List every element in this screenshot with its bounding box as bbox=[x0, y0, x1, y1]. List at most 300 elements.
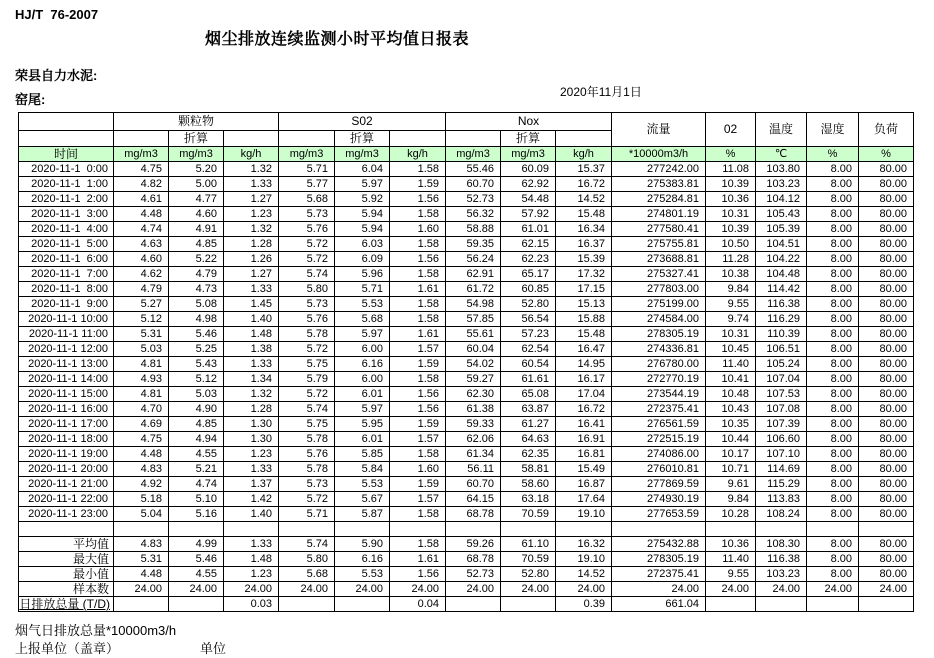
value-cell: 80.00 bbox=[859, 477, 914, 492]
value-cell: 274801.19 bbox=[612, 207, 706, 222]
value-cell: 5.27 bbox=[114, 297, 169, 312]
summary-value-cell bbox=[279, 597, 335, 612]
value-cell: 5.73 bbox=[279, 477, 335, 492]
unit-cell: % bbox=[706, 147, 756, 162]
value-cell: 5.53 bbox=[335, 297, 390, 312]
value-cell: 277242.00 bbox=[612, 162, 706, 177]
value-cell: 5.73 bbox=[279, 297, 335, 312]
summary-value-cell bbox=[706, 597, 756, 612]
empty-cell bbox=[556, 131, 612, 147]
value-cell: 9.84 bbox=[706, 492, 756, 507]
value-cell: 276780.00 bbox=[612, 357, 706, 372]
value-cell: 62.35 bbox=[501, 447, 556, 462]
summary-value-cell: 24.00 bbox=[859, 582, 914, 597]
table-row bbox=[19, 477, 914, 492]
value-cell: 1.32 bbox=[224, 162, 279, 177]
summary-value-cell: 278305.19 bbox=[612, 552, 706, 567]
value-cell: 6.03 bbox=[335, 237, 390, 252]
summary-value-cell bbox=[756, 597, 807, 612]
value-cell: 1.61 bbox=[390, 327, 446, 342]
time-cell: 2020-11-1 6:00 bbox=[19, 252, 114, 267]
value-cell: 16.37 bbox=[556, 237, 612, 252]
value-cell: 60.09 bbox=[501, 162, 556, 177]
time-cell: 2020-11-1 12:00 bbox=[19, 342, 114, 357]
group-header-row bbox=[19, 113, 914, 131]
value-cell: 62.23 bbox=[501, 252, 556, 267]
value-cell: 274086.00 bbox=[612, 447, 706, 462]
value-cell: 107.04 bbox=[756, 372, 807, 387]
value-cell: 278305.19 bbox=[612, 327, 706, 342]
value-cell: 10.43 bbox=[706, 402, 756, 417]
summary-value-cell: 0.03 bbox=[224, 597, 279, 612]
value-cell: 57.23 bbox=[501, 327, 556, 342]
value-cell: 8.00 bbox=[807, 402, 859, 417]
value-cell: 8.00 bbox=[807, 507, 859, 522]
value-cell: 5.68 bbox=[335, 312, 390, 327]
value-cell: 5.43 bbox=[169, 357, 224, 372]
table-row bbox=[19, 267, 914, 282]
empty-cell bbox=[612, 522, 706, 537]
value-cell: 275755.81 bbox=[612, 237, 706, 252]
unit-cell: ℃ bbox=[756, 147, 807, 162]
value-cell: 5.20 bbox=[169, 162, 224, 177]
value-cell: 8.00 bbox=[807, 297, 859, 312]
value-cell: 1.57 bbox=[390, 432, 446, 447]
value-cell: 63.18 bbox=[501, 492, 556, 507]
value-cell: 80.00 bbox=[859, 267, 914, 282]
value-cell: 1.61 bbox=[390, 282, 446, 297]
value-cell: 61.61 bbox=[501, 372, 556, 387]
value-cell: 4.83 bbox=[114, 462, 169, 477]
value-cell: 16.72 bbox=[556, 402, 612, 417]
summary-value-cell: 24.00 bbox=[335, 582, 390, 597]
value-cell: 5.79 bbox=[279, 372, 335, 387]
value-cell: 1.33 bbox=[224, 462, 279, 477]
summary-value-cell: 6.16 bbox=[335, 552, 390, 567]
summary-value-cell: 19.10 bbox=[556, 552, 612, 567]
time-cell: 2020-11-1 23:00 bbox=[19, 507, 114, 522]
value-cell: 57.85 bbox=[446, 312, 501, 327]
value-cell: 1.59 bbox=[390, 177, 446, 192]
table-row bbox=[19, 297, 914, 312]
value-cell: 1.58 bbox=[390, 297, 446, 312]
value-cell: 8.00 bbox=[807, 447, 859, 462]
table-row bbox=[19, 447, 914, 462]
converted-label: 折算 bbox=[169, 131, 224, 147]
summary-value-cell: 4.83 bbox=[114, 537, 169, 552]
time-cell: 2020-11-1 1:00 bbox=[19, 177, 114, 192]
summary-value-cell: 275432.88 bbox=[612, 537, 706, 552]
time-cell: 2020-11-1 15:00 bbox=[19, 387, 114, 402]
value-cell: 277653.59 bbox=[612, 507, 706, 522]
value-cell: 6.16 bbox=[335, 357, 390, 372]
value-cell: 4.60 bbox=[114, 252, 169, 267]
summary-value-cell: 52.73 bbox=[446, 567, 501, 582]
value-cell: 104.22 bbox=[756, 252, 807, 267]
group-particulate: 颗粒物 bbox=[114, 113, 279, 131]
value-cell: 80.00 bbox=[859, 417, 914, 432]
empty-cell bbox=[279, 131, 335, 147]
value-cell: 8.00 bbox=[807, 267, 859, 282]
value-cell: 4.77 bbox=[169, 192, 224, 207]
value-cell: 1.23 bbox=[224, 207, 279, 222]
value-cell: 5.77 bbox=[279, 177, 335, 192]
value-cell: 5.78 bbox=[279, 462, 335, 477]
empty-cell bbox=[224, 131, 279, 147]
summary-value-cell: 116.38 bbox=[756, 552, 807, 567]
summary-row bbox=[19, 597, 914, 612]
summary-value-cell bbox=[501, 597, 556, 612]
value-cell: 107.10 bbox=[756, 447, 807, 462]
summary-value-cell: 24.00 bbox=[224, 582, 279, 597]
value-cell: 1.60 bbox=[390, 462, 446, 477]
value-cell: 9.55 bbox=[706, 297, 756, 312]
value-cell: 11.28 bbox=[706, 252, 756, 267]
value-cell: 5.03 bbox=[169, 387, 224, 402]
value-cell: 5.67 bbox=[335, 492, 390, 507]
value-cell: 276561.59 bbox=[612, 417, 706, 432]
page-title: 烟尘排放连续监测小时平均值日报表 bbox=[205, 31, 470, 48]
summary-value-cell: 5.80 bbox=[279, 552, 335, 567]
value-cell: 80.00 bbox=[859, 507, 914, 522]
time-cell: 2020-11-1 10:00 bbox=[19, 312, 114, 327]
value-cell: 80.00 bbox=[859, 312, 914, 327]
value-cell: 65.08 bbox=[501, 387, 556, 402]
value-cell: 5.03 bbox=[114, 342, 169, 357]
value-cell: 56.24 bbox=[446, 252, 501, 267]
value-cell: 4.81 bbox=[114, 357, 169, 372]
value-cell: 10.39 bbox=[706, 222, 756, 237]
value-cell: 5.96 bbox=[335, 267, 390, 282]
value-cell: 107.53 bbox=[756, 387, 807, 402]
value-cell: 116.38 bbox=[756, 297, 807, 312]
value-cell: 64.15 bbox=[446, 492, 501, 507]
value-cell: 8.00 bbox=[807, 312, 859, 327]
time-cell: 2020-11-1 13:00 bbox=[19, 357, 114, 372]
value-cell: 80.00 bbox=[859, 342, 914, 357]
value-cell: 8.00 bbox=[807, 387, 859, 402]
value-cell: 59.33 bbox=[446, 417, 501, 432]
value-cell: 10.71 bbox=[706, 462, 756, 477]
value-cell: 52.73 bbox=[446, 192, 501, 207]
summary-value-cell bbox=[114, 597, 169, 612]
value-cell: 274930.19 bbox=[612, 492, 706, 507]
empty-cell bbox=[556, 522, 612, 537]
summary-value-cell: 8.00 bbox=[807, 552, 859, 567]
value-cell: 10.28 bbox=[706, 507, 756, 522]
value-cell: 5.75 bbox=[279, 417, 335, 432]
value-cell: 54.98 bbox=[446, 297, 501, 312]
value-cell: 1.56 bbox=[390, 402, 446, 417]
summary-value-cell: 1.56 bbox=[390, 567, 446, 582]
summary-value-cell: 24.00 bbox=[556, 582, 612, 597]
value-cell: 273688.81 bbox=[612, 252, 706, 267]
value-cell: 5.68 bbox=[279, 192, 335, 207]
time-cell: 2020-11-1 2:00 bbox=[19, 192, 114, 207]
value-cell: 15.39 bbox=[556, 252, 612, 267]
value-cell: 61.27 bbox=[501, 417, 556, 432]
header-flow: 流量 bbox=[612, 113, 706, 147]
value-cell: 8.00 bbox=[807, 342, 859, 357]
value-cell: 1.33 bbox=[224, 357, 279, 372]
summary-value-cell: 24.00 bbox=[446, 582, 501, 597]
summary-value-cell bbox=[335, 597, 390, 612]
value-cell: 62.54 bbox=[501, 342, 556, 357]
value-cell: 6.01 bbox=[335, 387, 390, 402]
value-cell: 1.48 bbox=[224, 327, 279, 342]
value-cell: 16.72 bbox=[556, 177, 612, 192]
summary-value-cell: 11.40 bbox=[706, 552, 756, 567]
value-cell: 5.46 bbox=[169, 327, 224, 342]
converted-label: 折算 bbox=[501, 131, 556, 147]
value-cell: 6.09 bbox=[335, 252, 390, 267]
table-row bbox=[19, 282, 914, 297]
value-cell: 116.29 bbox=[756, 312, 807, 327]
value-cell: 4.61 bbox=[114, 192, 169, 207]
value-cell: 80.00 bbox=[859, 327, 914, 342]
value-cell: 110.39 bbox=[756, 327, 807, 342]
empty-cell bbox=[446, 522, 501, 537]
summary-value-cell: 24.00 bbox=[807, 582, 859, 597]
value-cell: 5.94 bbox=[335, 222, 390, 237]
corner-cell bbox=[19, 113, 114, 131]
daily-total-label: 日排放总量 (T/D) bbox=[19, 597, 110, 611]
value-cell: 1.59 bbox=[390, 477, 446, 492]
time-cell: 2020-11-1 11:00 bbox=[19, 327, 114, 342]
value-cell: 5.16 bbox=[169, 507, 224, 522]
value-cell: 4.98 bbox=[169, 312, 224, 327]
summary-value-cell: 1.58 bbox=[390, 537, 446, 552]
value-cell: 4.81 bbox=[114, 387, 169, 402]
summary-value-cell bbox=[859, 597, 914, 612]
converted-label: 折算 bbox=[335, 131, 390, 147]
value-cell: 104.48 bbox=[756, 267, 807, 282]
summary-value-cell: 68.78 bbox=[446, 552, 501, 567]
summary-label: 最小值 bbox=[19, 567, 114, 582]
value-cell: 9.84 bbox=[706, 282, 756, 297]
value-cell: 1.58 bbox=[390, 162, 446, 177]
value-cell: 4.73 bbox=[169, 282, 224, 297]
value-cell: 56.54 bbox=[501, 312, 556, 327]
value-cell: 4.90 bbox=[169, 402, 224, 417]
value-cell: 5.80 bbox=[279, 282, 335, 297]
value-cell: 4.93 bbox=[114, 372, 169, 387]
value-cell: 10.31 bbox=[706, 207, 756, 222]
value-cell: 11.40 bbox=[706, 357, 756, 372]
value-cell: 10.36 bbox=[706, 192, 756, 207]
value-cell: 1.28 bbox=[224, 237, 279, 252]
value-cell: 4.55 bbox=[169, 447, 224, 462]
summary-value-cell: 24.00 bbox=[706, 582, 756, 597]
value-cell: 5.18 bbox=[114, 492, 169, 507]
summary-value-cell: 4.99 bbox=[169, 537, 224, 552]
summary-value-cell: 1.48 bbox=[224, 552, 279, 567]
table-row bbox=[19, 402, 914, 417]
value-cell: 1.37 bbox=[224, 477, 279, 492]
value-cell: 4.63 bbox=[114, 237, 169, 252]
value-cell: 65.17 bbox=[501, 267, 556, 282]
value-cell: 1.40 bbox=[224, 507, 279, 522]
value-cell: 4.75 bbox=[114, 162, 169, 177]
value-cell: 276010.81 bbox=[612, 462, 706, 477]
value-cell: 1.42 bbox=[224, 492, 279, 507]
value-cell: 1.59 bbox=[390, 357, 446, 372]
value-cell: 61.72 bbox=[446, 282, 501, 297]
summary-label: 样本数 bbox=[19, 582, 114, 597]
value-cell: 1.27 bbox=[224, 192, 279, 207]
value-cell: 5.10 bbox=[169, 492, 224, 507]
value-cell: 15.37 bbox=[556, 162, 612, 177]
group-nox: Nox bbox=[446, 113, 612, 131]
value-cell: 5.76 bbox=[279, 447, 335, 462]
value-cell: 58.88 bbox=[446, 222, 501, 237]
unit-cell: mg/m3 bbox=[114, 147, 169, 162]
value-cell: 5.76 bbox=[279, 222, 335, 237]
value-cell: 61.01 bbox=[501, 222, 556, 237]
value-cell: 80.00 bbox=[859, 432, 914, 447]
value-cell: 4.82 bbox=[114, 177, 169, 192]
time-cell: 2020-11-1 18:00 bbox=[19, 432, 114, 447]
value-cell: 5.87 bbox=[335, 507, 390, 522]
value-cell: 277869.59 bbox=[612, 477, 706, 492]
value-cell: 59.35 bbox=[446, 237, 501, 252]
value-cell: 1.27 bbox=[224, 267, 279, 282]
summary-value-cell: 52.80 bbox=[501, 567, 556, 582]
value-cell: 4.48 bbox=[114, 207, 169, 222]
value-cell: 5.76 bbox=[279, 312, 335, 327]
value-cell: 103.23 bbox=[756, 177, 807, 192]
report-table bbox=[18, 112, 914, 612]
value-cell: 14.95 bbox=[556, 357, 612, 372]
unit-cell: kg/h bbox=[224, 147, 279, 162]
value-cell: 56.32 bbox=[446, 207, 501, 222]
value-cell: 60.70 bbox=[446, 477, 501, 492]
value-cell: 10.45 bbox=[706, 342, 756, 357]
empty-cell bbox=[807, 522, 859, 537]
summary-value-cell: 0.04 bbox=[390, 597, 446, 612]
value-cell: 272770.19 bbox=[612, 372, 706, 387]
value-cell: 1.60 bbox=[390, 222, 446, 237]
value-cell: 10.48 bbox=[706, 387, 756, 402]
empty-cell bbox=[19, 522, 114, 537]
value-cell: 1.45 bbox=[224, 297, 279, 312]
spacer-row bbox=[19, 522, 914, 537]
value-cell: 277580.41 bbox=[612, 222, 706, 237]
value-cell: 15.48 bbox=[556, 327, 612, 342]
unit-cell: % bbox=[807, 147, 859, 162]
table-body bbox=[19, 162, 914, 612]
value-cell: 1.58 bbox=[390, 267, 446, 282]
summary-value-cell: 1.33 bbox=[224, 537, 279, 552]
summary-value-cell: 24.00 bbox=[501, 582, 556, 597]
value-cell: 63.87 bbox=[501, 402, 556, 417]
value-cell: 80.00 bbox=[859, 222, 914, 237]
value-cell: 19.10 bbox=[556, 507, 612, 522]
value-cell: 17.32 bbox=[556, 267, 612, 282]
unit-label: 单位 bbox=[200, 641, 227, 656]
empty-cell bbox=[279, 522, 335, 537]
value-cell: 4.70 bbox=[114, 402, 169, 417]
value-cell: 1.23 bbox=[224, 447, 279, 462]
value-cell: 80.00 bbox=[859, 282, 914, 297]
value-cell: 275199.00 bbox=[612, 297, 706, 312]
value-cell: 5.72 bbox=[279, 237, 335, 252]
summary-value-cell: 5.53 bbox=[335, 567, 390, 582]
empty-cell bbox=[446, 131, 501, 147]
table-row bbox=[19, 192, 914, 207]
value-cell: 5.72 bbox=[279, 387, 335, 402]
value-cell: 9.74 bbox=[706, 312, 756, 327]
value-cell: 16.34 bbox=[556, 222, 612, 237]
value-cell: 104.51 bbox=[756, 237, 807, 252]
summary-value-cell bbox=[446, 597, 501, 612]
summary-value-cell: 24.00 bbox=[612, 582, 706, 597]
value-cell: 5.12 bbox=[169, 372, 224, 387]
summary-value-cell: 24.00 bbox=[756, 582, 807, 597]
value-cell: 5.84 bbox=[335, 462, 390, 477]
time-cell: 2020-11-1 16:00 bbox=[19, 402, 114, 417]
summary-value-cell: 5.46 bbox=[169, 552, 224, 567]
table-row bbox=[19, 357, 914, 372]
value-cell: 60.70 bbox=[446, 177, 501, 192]
value-cell: 80.00 bbox=[859, 492, 914, 507]
value-cell: 5.97 bbox=[335, 402, 390, 417]
value-cell: 62.92 bbox=[501, 177, 556, 192]
time-cell: 2020-11-1 20:00 bbox=[19, 462, 114, 477]
time-cell: 2020-11-1 8:00 bbox=[19, 282, 114, 297]
unit-cell: mg/m3 bbox=[501, 147, 556, 162]
value-cell: 8.00 bbox=[807, 207, 859, 222]
value-cell: 80.00 bbox=[859, 297, 914, 312]
summary-label: 最大值 bbox=[19, 552, 114, 567]
value-cell: 80.00 bbox=[859, 237, 914, 252]
unit-cell: kg/h bbox=[556, 147, 612, 162]
empty-cell bbox=[224, 522, 279, 537]
value-cell: 4.85 bbox=[169, 417, 224, 432]
value-cell: 115.29 bbox=[756, 477, 807, 492]
value-cell: 5.08 bbox=[169, 297, 224, 312]
summary-value-cell: 108.30 bbox=[756, 537, 807, 552]
value-cell: 105.39 bbox=[756, 222, 807, 237]
summary-value-cell: 10.36 bbox=[706, 537, 756, 552]
unit-cell: mg/m3 bbox=[335, 147, 390, 162]
value-cell: 58.81 bbox=[501, 462, 556, 477]
table-row bbox=[19, 417, 914, 432]
value-cell: 5.78 bbox=[279, 432, 335, 447]
summary-value-cell: 5.68 bbox=[279, 567, 335, 582]
table-row bbox=[19, 462, 914, 477]
value-cell: 15.49 bbox=[556, 462, 612, 477]
summary-value-cell: 9.55 bbox=[706, 567, 756, 582]
value-cell: 5.97 bbox=[335, 327, 390, 342]
value-cell: 17.04 bbox=[556, 387, 612, 402]
value-cell: 106.51 bbox=[756, 342, 807, 357]
time-cell: 2020-11-1 7:00 bbox=[19, 267, 114, 282]
value-cell: 8.00 bbox=[807, 357, 859, 372]
summary-value-cell: 1.61 bbox=[390, 552, 446, 567]
summary-value-cell: 5.74 bbox=[279, 537, 335, 552]
time-cell: 2020-11-1 17:00 bbox=[19, 417, 114, 432]
units-row bbox=[19, 147, 914, 162]
value-cell: 5.78 bbox=[279, 327, 335, 342]
summary-value-cell: 5.90 bbox=[335, 537, 390, 552]
summary-value-cell: 16.32 bbox=[556, 537, 612, 552]
value-cell: 4.74 bbox=[114, 222, 169, 237]
value-cell: 277803.00 bbox=[612, 282, 706, 297]
value-cell: 1.40 bbox=[224, 312, 279, 327]
value-cell: 61.34 bbox=[446, 447, 501, 462]
table-row bbox=[19, 162, 914, 177]
